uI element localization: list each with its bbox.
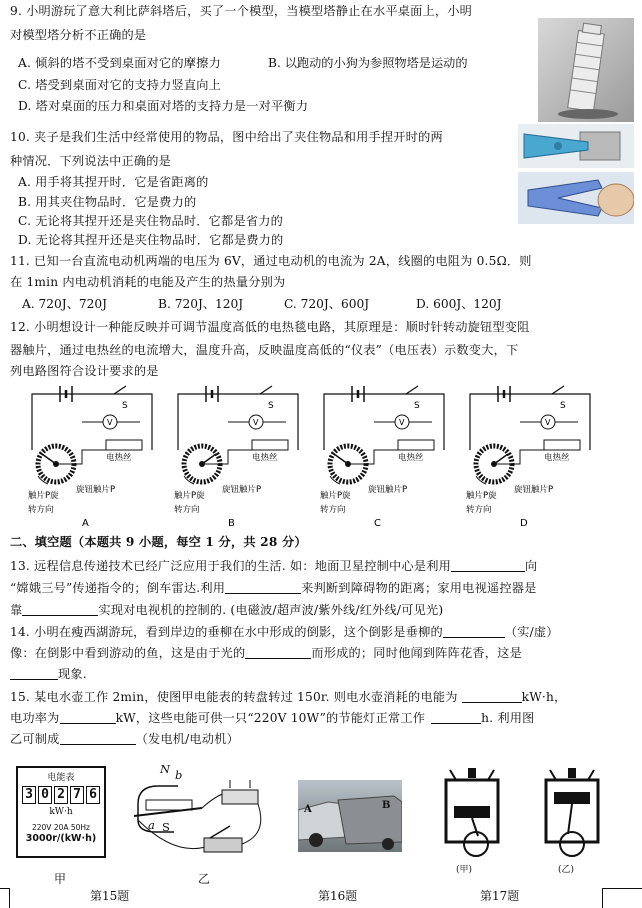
q12-stem-line3: 列电路图符合设计要求的是 [10, 364, 159, 378]
corner-mark-left [0, 888, 10, 908]
q10-option-a: A. 用手将其捏开时．它是省距离的 [18, 175, 209, 189]
q13-text-1b: 向 [525, 559, 538, 573]
meter-digit: 2 [54, 786, 68, 804]
q9-option-d: D. 塔对桌面的压力和桌面对塔的支持力是一对平衡力 [18, 99, 309, 113]
circuit-d [460, 380, 610, 530]
direction-label: 转方向 [320, 505, 346, 515]
corner-mark-right [602, 888, 642, 908]
q15-text-2a: 电功率为 [10, 711, 60, 725]
heater-resistor [252, 440, 288, 450]
electric-meter [16, 766, 106, 858]
q11-option-d: D. 600J、120J [416, 297, 502, 311]
q14-line2 [10, 645, 522, 661]
q14-blank-3 [10, 668, 58, 680]
q11-option-b: B. 720J、120J [158, 297, 244, 311]
caption-q16: 第16题 [318, 889, 358, 903]
circuit-wire [202, 450, 252, 464]
q15-blank-4 [60, 733, 136, 745]
q15-line1 [10, 689, 566, 705]
circuit-wire [56, 450, 106, 464]
q12-stem-line1: 12. 小明想设计一种能反映并可调节温度高低的电热毯电路，其原理是：顺时针转动旋钮型变阻 [10, 320, 530, 334]
q13-blank-2 [225, 582, 301, 594]
switch-lever [552, 386, 564, 394]
direction-label: 转方向 [174, 505, 200, 515]
q14-text-2a: 像：在倒影中看到游动的鱼，这是由于光的 [10, 646, 246, 660]
fig-label-n: N [160, 762, 171, 776]
knob-label: 旋钮触片P [76, 485, 116, 495]
rheostat-slider [494, 454, 508, 464]
rheostat-slider [202, 454, 216, 464]
q14-text-1a: 14. 小明在瘦西湖游玩，看到岸边的垂柳在水中形成的倒影，这个倒影是垂柳的 [10, 625, 443, 639]
q15-blank-2 [60, 712, 116, 724]
rheostat-slider [334, 454, 348, 464]
q14-blank-2 [245, 647, 311, 659]
voltmeter-label: V [107, 418, 113, 427]
q13-text-2b: 来判断到障碍物的距离；家用电视遥控器是 [301, 581, 537, 595]
switch-lever [114, 386, 126, 394]
meter-digit: 6 [86, 786, 100, 804]
engine-yi-shape [546, 768, 598, 856]
q15-line2 [10, 710, 535, 726]
meter-spec: 220V 20A 50Hz [31, 823, 90, 832]
q10-stem-line2: 种情况．下列说法中正确的是 [10, 154, 172, 168]
leaning-tower-photo [538, 18, 634, 122]
direction-label: 转方向 [28, 505, 54, 515]
direction-label: 转方向 [466, 505, 492, 515]
q13-blank-1 [451, 560, 525, 572]
rheostat-slider [42, 454, 56, 464]
q10-option-b: B. 用其夹住物品时．它是费力的 [18, 195, 197, 209]
contact-label: 触片P旋 [28, 491, 59, 501]
meter-digit: 0 [38, 786, 52, 804]
contact-label: 触片P旋 [466, 491, 497, 501]
q13-line2 [10, 580, 537, 596]
fig-label-s: S [162, 820, 170, 834]
knob-label: 旋钮触片P [368, 485, 408, 495]
q9-option-c: C. 塔受到桌面对它的支持力竖直向上 [18, 78, 222, 92]
car-label-a: A [304, 804, 312, 815]
heater-label: 电热丝 [398, 453, 424, 463]
q9-option-a: A. 倾斜的塔不受到桌面对它的摩擦力 [18, 56, 221, 70]
circuit-b [168, 380, 318, 530]
heater-label: 电热丝 [544, 453, 570, 463]
caption-q17: 第17题 [480, 889, 520, 903]
q15-blank-1 [462, 691, 522, 703]
voltmeter-label: V [399, 418, 405, 427]
option-label: B [228, 518, 235, 529]
q13-text-3b: 实现对电视机的控制的. (电磁波/超声波/紫外线/红外线/可见光) [98, 603, 444, 617]
q15-text-1b: kW·h， [521, 690, 567, 704]
q13-blank-3 [22, 604, 98, 616]
q11-option-a: A. 720J、720J [22, 297, 108, 311]
magnet-apparatus-diagram [118, 764, 278, 868]
q11-option-c: C. 720J、600J [284, 297, 370, 311]
clip-pressing-photo [518, 172, 634, 224]
fig-label-b: b [175, 768, 183, 782]
option-label: D [520, 518, 528, 529]
switch-label: S [122, 401, 128, 411]
q13-text-1a: 13. 远程信息传递技术已经广泛应用于我们的生活. 如：地面卫星控制中心是利用 [10, 559, 451, 573]
q14-text-1b: （实/虚） [504, 625, 559, 639]
heater-resistor [544, 440, 580, 450]
contact-label: 触片P旋 [174, 491, 205, 501]
q14-text-2b: 而形成的；同时他闻到阵阵花香，这是 [311, 646, 522, 660]
switch-lever [260, 386, 272, 394]
section-fill-blank-title: 二、填空题（本题共 9 小题，每空 1 分，共 28 分） [10, 535, 307, 549]
switch-label: S [414, 401, 420, 411]
q15-line3 [10, 731, 239, 747]
switch-label: S [560, 401, 566, 411]
engine-label-yi: (乙) [558, 865, 575, 875]
clip-holding-photo [518, 124, 634, 168]
fig-label-yi: 乙 [198, 872, 211, 886]
engine-label-jia: (甲) [456, 865, 473, 875]
q9-stem-line2: 对模型塔分析不正确的是 [10, 28, 147, 42]
meter-rate: 3000r/(kW·h) [25, 833, 97, 844]
q14-text-3b: 现象. [58, 667, 87, 681]
meter-unit: kW·h [49, 807, 73, 817]
circuit-wire [348, 450, 398, 464]
q10-option-d: D. 无论将其捏开还是夹住物品时．它都是费力的 [18, 233, 284, 247]
q14-line3 [10, 666, 87, 682]
circuit-c [314, 380, 464, 530]
q15-text-3b: （发电机/电动机） [135, 732, 239, 746]
q12-stem-line2: 器触片，通过电热丝的电流增大，温度升高，反映温度高低的“仪表”（电压表）示数变大，下 [10, 343, 519, 357]
q14-blank-1 [443, 626, 505, 638]
meter-digits [18, 786, 104, 804]
meter-digit: 3 [22, 786, 36, 804]
engine-strokes-diagram [430, 766, 630, 862]
q9-option-b: B. 以跑动的小狗为参照物塔是运动的 [268, 56, 468, 70]
q10-option-c: C. 无论将其捏开还是夹住物品时．它都是省力的 [18, 214, 283, 228]
caption-q15: 第15题 [90, 889, 130, 903]
option-label: C [374, 518, 381, 529]
q15-blank-3 [431, 712, 481, 724]
q13-text-2a: “嫦娥三号”传递指令的；倒车雷达.利用 [10, 581, 226, 595]
circuit-wire [494, 450, 544, 464]
q11-stem-line2: 在 1min 内电动机消耗的电能及产生的热量分别为 [10, 275, 286, 289]
fig-label-a: a [148, 818, 155, 832]
engine-jia-shape [446, 768, 498, 856]
car-collision-photo [298, 780, 402, 852]
heater-resistor [106, 440, 142, 450]
q13-line1 [10, 558, 537, 574]
voltmeter-label: V [253, 418, 259, 427]
car-label-b: B [382, 800, 391, 811]
heater-label: 电热丝 [106, 453, 132, 463]
switch-label: S [268, 401, 274, 411]
option-label: A [82, 518, 89, 529]
heater-resistor [398, 440, 434, 450]
meter-digit: 7 [70, 786, 84, 804]
circuit-a [22, 380, 172, 530]
q13-line3 [10, 602, 443, 618]
q14-line1 [10, 624, 559, 640]
q15-text-3a: 乙可制成 [10, 732, 60, 746]
knob-label: 旋钮触片P [222, 485, 262, 495]
knob-label: 旋钮触片P [514, 485, 554, 495]
q15-text-1a: 15. 某电水壶工作 2min，使图甲电能表的转盘转过 150r. 则电水壶消耗的电能为 [10, 690, 458, 704]
meter-title: 电能表 [47, 773, 75, 783]
q13-text-3a: 靠 [10, 603, 23, 617]
q10-stem-line1: 10. 夹子是我们生活中经常使用的物品，图中给出了夹住物品和用手捏开时的两 [10, 130, 443, 144]
q15-text-2b: kW，这些电能可供一只“220V 10W”的节能灯正常工作 [115, 711, 426, 725]
fig-label-jia: 甲 [54, 872, 67, 886]
heater-label: 电热丝 [252, 453, 278, 463]
q15-text-2c: h. 利用图 [481, 711, 535, 725]
voltmeter-label: V [545, 418, 551, 427]
q11-stem-line1: 11. 已知一台直流电动机两端的电压为 6V，通过电动机的电流为 2A，线圈的电阻为 0.5Ω．则 [10, 254, 532, 268]
contact-label: 触片P旋 [320, 491, 351, 501]
switch-lever [406, 386, 418, 394]
q9-stem-line1: 9. 小明游玩了意大利比萨斜塔后，买了一个模型，当模型塔静止在水平桌面上，小明 [10, 4, 473, 18]
